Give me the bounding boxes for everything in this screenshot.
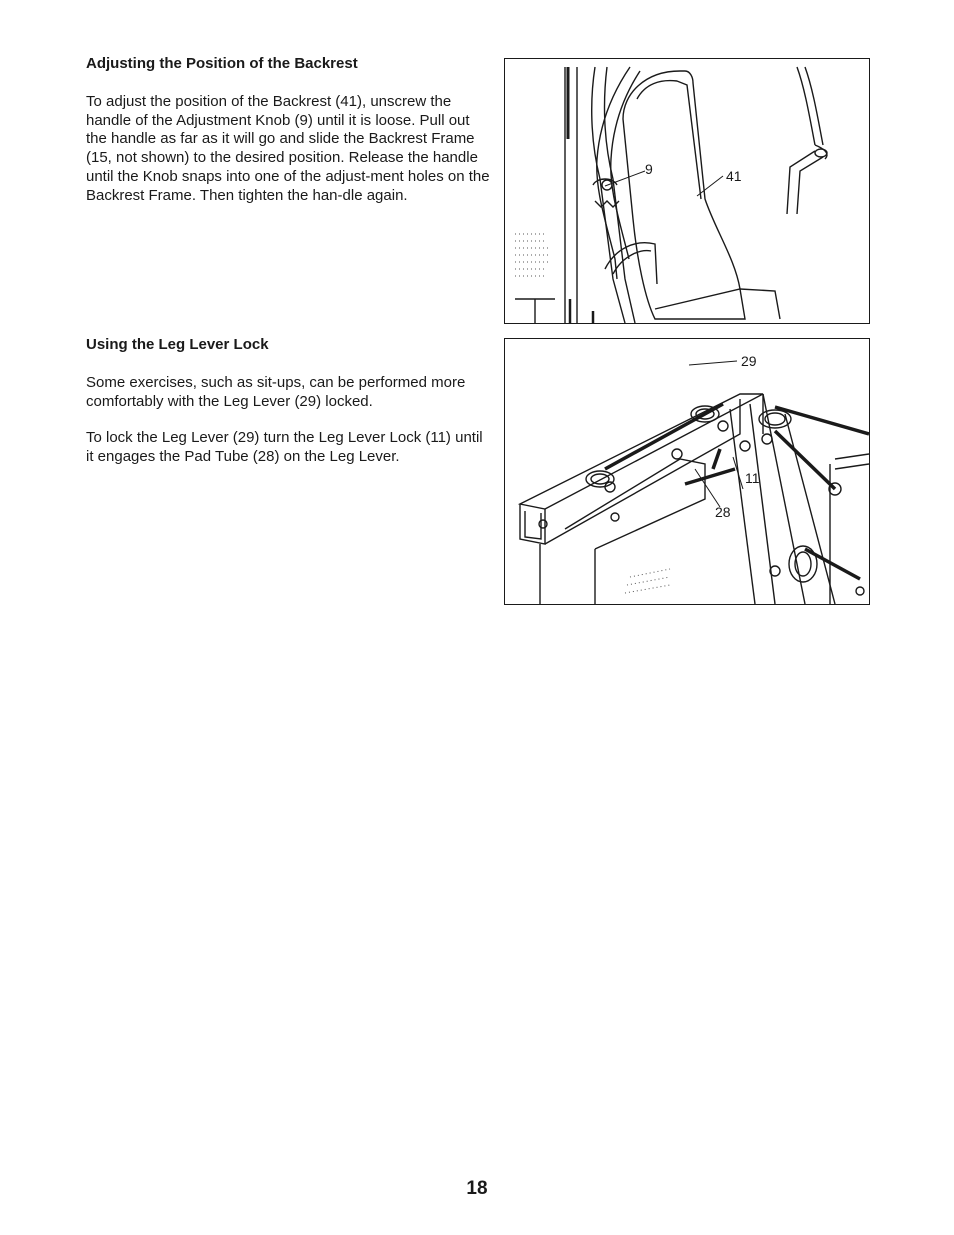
leg-lever-paragraph-2: To lock the Leg Lever (29) turn the Leg Lever Lock (11) until it engages the Pad Tube (28) on the Leg Lever. — [86, 429, 483, 466]
callout-29: 29 — [741, 353, 757, 369]
leg-lever-heading: Using the Leg Lever Lock — [86, 336, 269, 353]
leg-lever-paragraph-1: Some exercises, such as sit-ups, can be performed more comfortably with the Leg Lever (29) locked. — [86, 374, 466, 410]
leg-lever-illustration — [505, 339, 869, 604]
leg-lever-section — [86, 336, 490, 485]
backrest-heading: Adjusting the Position of the Backrest — [86, 55, 358, 72]
backrest-section — [86, 55, 490, 223]
callout-9: 9 — [645, 161, 653, 177]
backrest-figure — [504, 58, 870, 324]
backrest-illustration — [505, 59, 869, 323]
backrest-paragraph: To adjust the position of the Backrest (41), unscrew the handle of the Adjustment Knob (9) until it is loose. Pull out the handle as far as it will go and slide the Backrest Frame (15, not shown) to the desired position. Release the handle until the Knob snaps into one of the adjust-ment holes on the Backrest Frame. Then tighten the han-dle again. — [86, 93, 490, 204]
page-number: 18 — [466, 1178, 488, 1199]
callout-28: 28 — [715, 504, 731, 520]
callout-11: 11 — [745, 470, 760, 486]
callout-41: 41 — [726, 168, 742, 184]
leg-lever-figure — [504, 338, 870, 605]
